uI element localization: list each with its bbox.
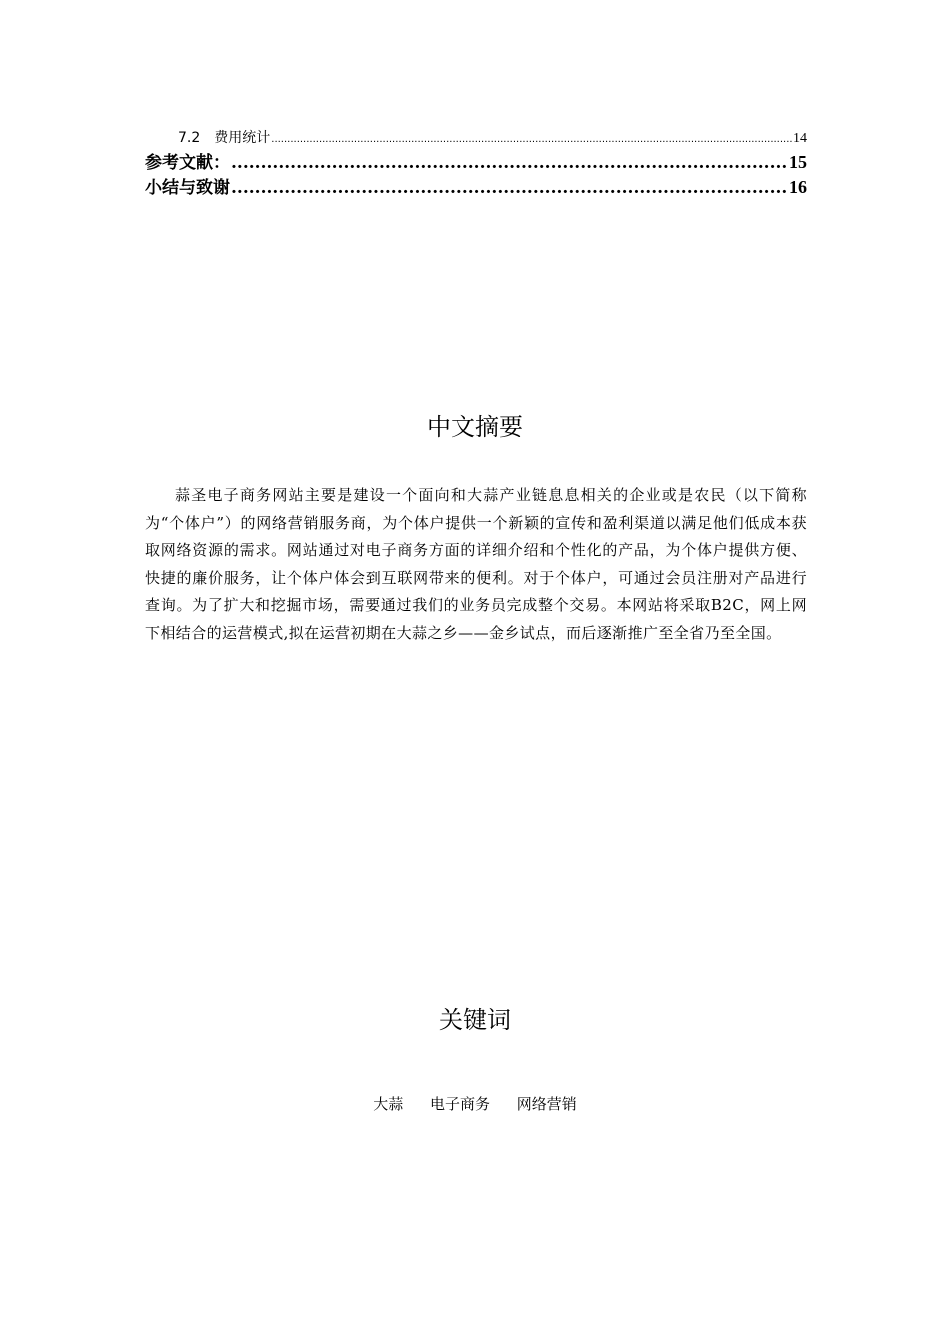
table-of-contents bbox=[145, 126, 807, 200]
keywords-heading: 关键词 bbox=[439, 1006, 511, 1034]
toc-entry-page: 15 bbox=[789, 152, 807, 172]
keyword: 网络营销 bbox=[516, 1095, 577, 1113]
toc-entry-page: 14 bbox=[793, 131, 807, 146]
abstract-heading: 中文摘要 bbox=[427, 413, 523, 441]
keyword: 电子商务 bbox=[429, 1095, 490, 1113]
toc-entry[interactable] bbox=[145, 150, 807, 175]
toc-entry-title: 小结与致谢 bbox=[145, 178, 230, 198]
toc-entry[interactable] bbox=[145, 175, 807, 200]
toc-entry-page: 16 bbox=[789, 177, 807, 197]
toc-entry-title: 参考文献： bbox=[145, 153, 230, 173]
toc-dot-leader bbox=[231, 176, 788, 200]
toc-dot-leader bbox=[271, 126, 792, 150]
toc-entry-title: 费用统计 bbox=[214, 130, 271, 146]
toc-dot-leader bbox=[231, 151, 788, 175]
toc-entry[interactable] bbox=[145, 126, 807, 150]
keywords-list bbox=[0, 1092, 950, 1116]
abstract-body: 蒜圣电子商务网站主要是建设一个面向和大蒜产业链息息相关的企业或是农民（以下简称为“个体户”）的网络营销服务商，为个体户提供一个新颖的宣传和盈利渠道以满足他们低成本获取网络资源的需求。网站通过对电子商务方面的详细介绍和个性化的产品，为个体户提供方便、快捷的廉价服务，让个体户体会到互联网带来的便利。对于个体户，可通过会员注册对产品进行查询。为了扩大和挖掘市场，需要通过我们的业务员完成整个交易。本网站将采取B2C，网上网下相结合的运营模式,拟在运营初期在大蒜之乡——金乡试点，而后逐渐推广至全省乃至全国。 bbox=[145, 486, 807, 642]
toc-entry-number: 7.2 bbox=[178, 130, 201, 146]
keyword: 大蒜 bbox=[373, 1095, 404, 1113]
